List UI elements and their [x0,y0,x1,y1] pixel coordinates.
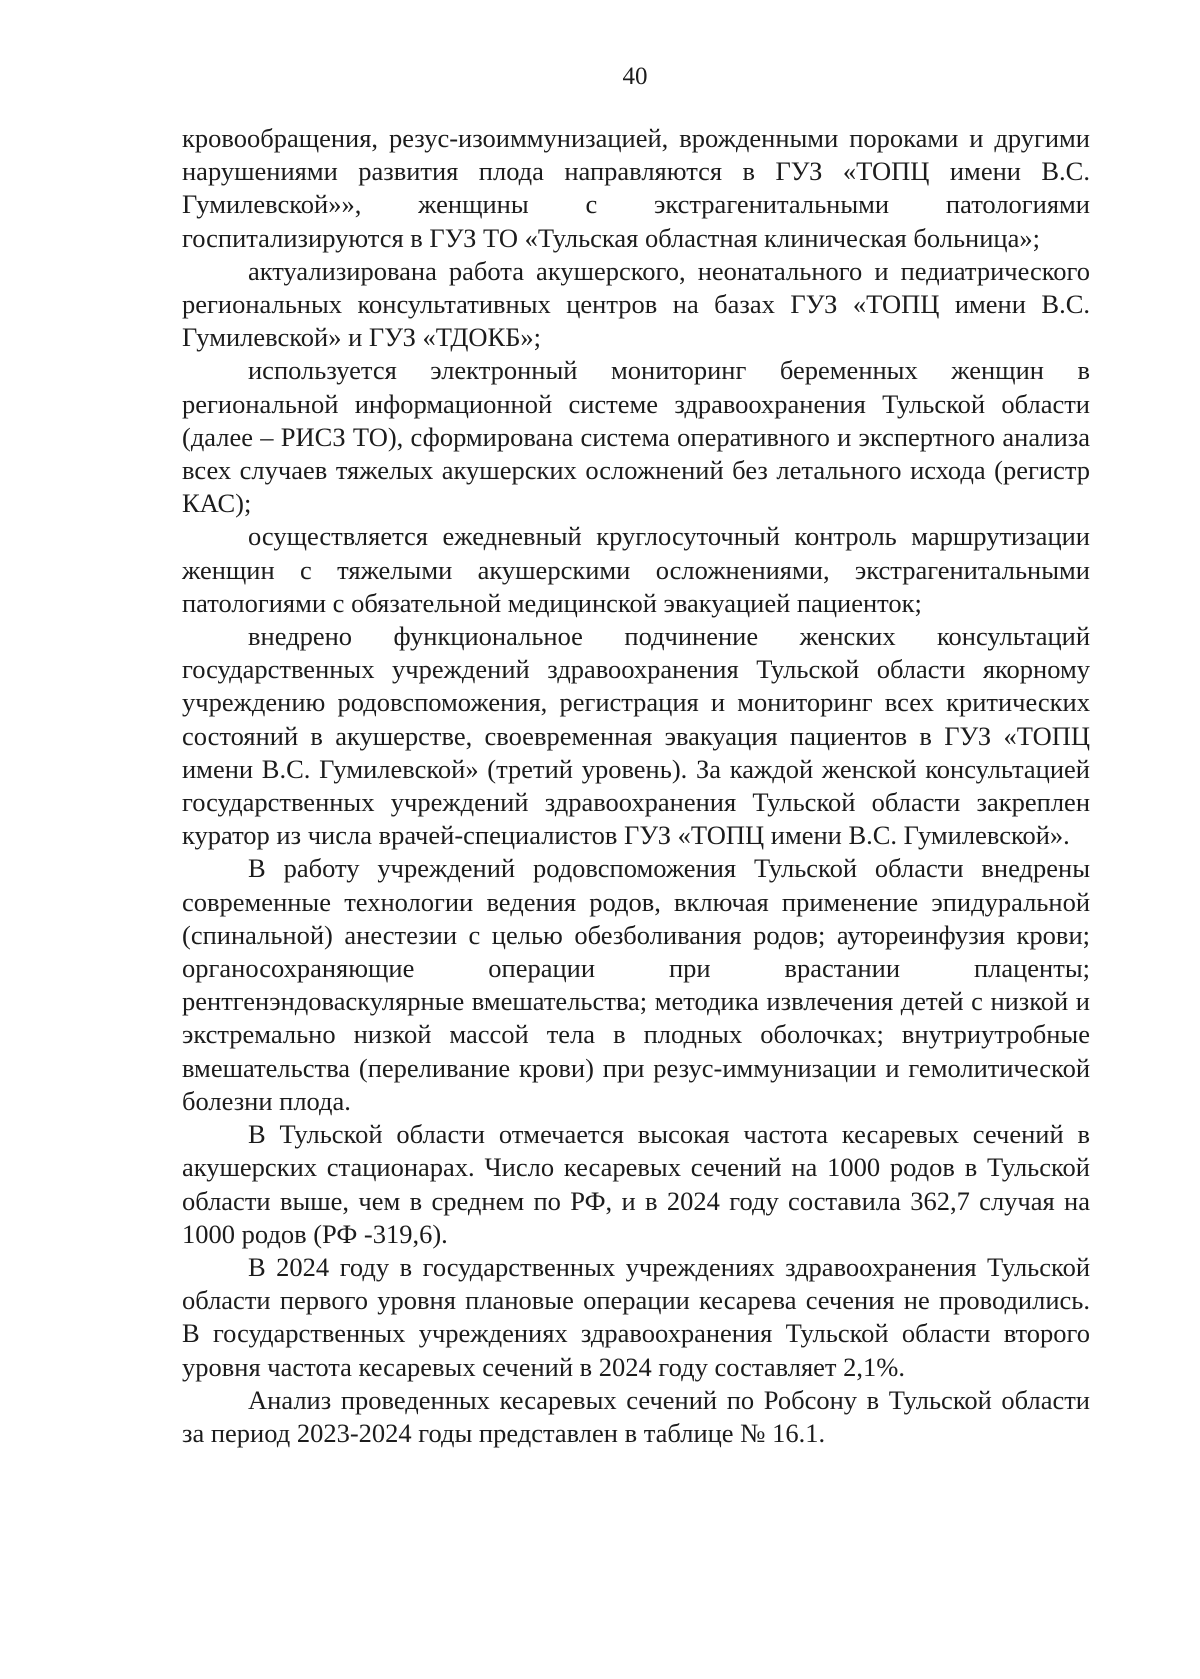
paragraph-technologies: В работу учреждений родовспоможения Тульской области внедрены современные технологии ведения родов, включая применение эпидуральной (спинальной) анестезии с целью обезболивания родов; аутореинфузия крови; органосохраняющие операции при врастании плаценты; рентгенэндоваскулярные вмешательства; методика извлечения детей с низкой и экстремально низкой массой тела в плодных оболочках; внутриутробные вмешательства (переливание крови) при резус-иммунизации и гемолитической болезни плода. [182,853,1090,1116]
paragraph-electronic-monitoring: используется электронный мониторинг беременных женщин в региональной информационной системе здравоохранения Тульской области (далее – РИСЗ ТО), сформирована система оперативного и экспертного анализа всех случаев тяжелых акушерских осложнений без летального исхода (регистр КАС); [182,355,1090,519]
paragraph-routing-control: осуществляется ежедневный круглосуточный контроль маршрутизации женщин с тяжелыми акушерскими осложнениями, экстрагенитальными патологиями с обязательной медицинской эвакуацией пациенток; [182,521,1090,618]
paragraph-consultative-centers: актуализирована работа акушерского, неонатального и педиатрического региональных консультативных центров на базах ГУЗ «ТОПЦ имени В.С. Гумилевской» и ГУЗ «ТДОКБ»; [182,255,1090,353]
paragraph-cesarean-levels: В 2024 году в государственных учреждениях здравоохранения Тульской области первого уровня плановые операции кесарева сечения не проводились. В государственных учреждениях здравоохранения Тульской области второго уровня частота кесаревых сечений в 2024 году составляет 2,1%. [182,1251,1090,1382]
paragraph-functional-subordination: внедрено функциональное подчинение женских консультаций государственных учреждений здравоохранения Тульской области якорному учреждению родовспоможения, регистрация и мониторинг всех критических состояний в акушерстве, своевременная эвакуация пациентов в ГУЗ «ТОПЦ имени В.С. Гумилевской» (третий уровень). За каждой женской консультацией государственных учреждений здравоохранения Тульской области закреплен куратор из числа врачей-специалистов ГУЗ «ТОПЦ имени В.С. Гумилевской». [182,621,1090,851]
paragraph-continuation: кровообращения, резус-изоиммунизацией, врожденными пороками и другими нарушениями развития плода направляются в ГУЗ «ТОПЦ имени В.С. Гумилевской»», женщины с экстрагенитальными патологиями госпитализируются в ГУЗ ТО «Тульская областная клиническая больница»; [182,123,1090,253]
paragraph-cesarean-frequency: В Тульской области отмечается высокая частота кесаревых сечений в акушерских стационарах. Число кесаревых сечений на 1000 родов в Тульской области выше, чем в среднем по РФ, и в 2024 году составила 362,7 случая на 1000 родов (РФ -319,6). [182,1119,1090,1249]
paragraph-robson-analysis: Анализ проведенных кесаревых сечений по Робсону в Тульской области за период 2023-2024 годы представлен в таблице № 16.1. [182,1384,1090,1448]
document-body [182,122,1090,1450]
page-number: 40 [622,63,648,90]
